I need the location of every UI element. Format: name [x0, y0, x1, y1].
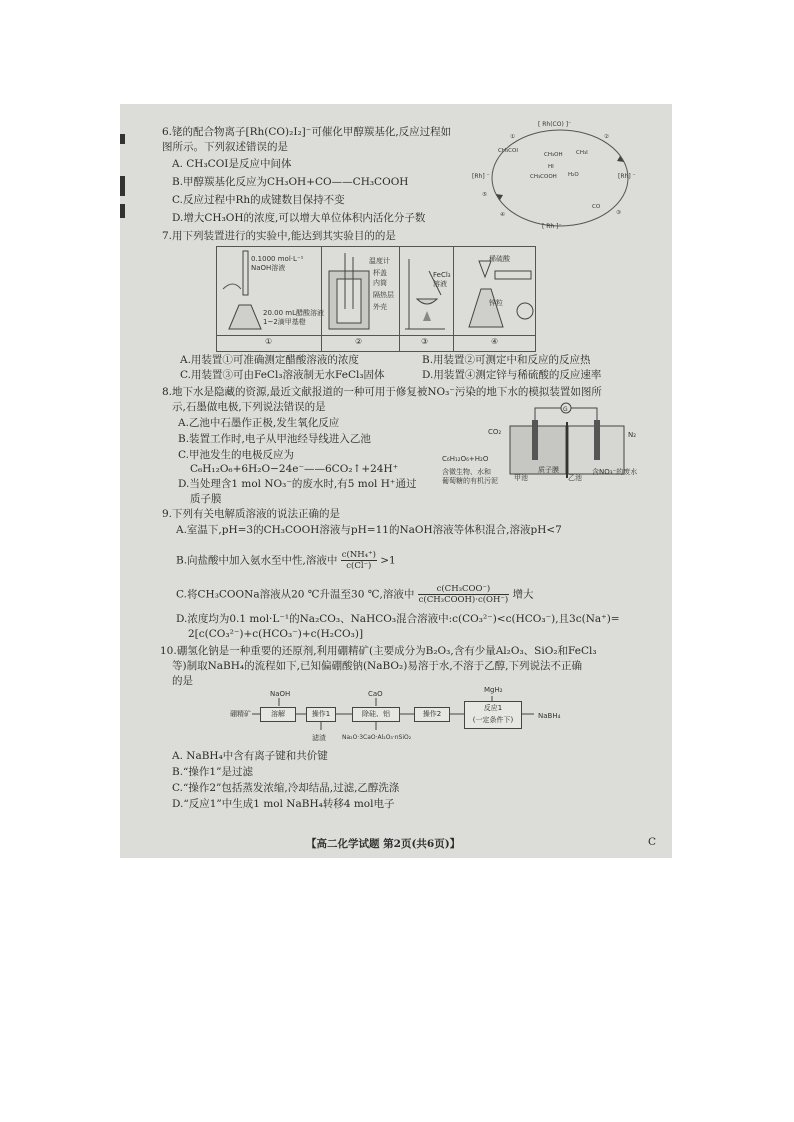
cycle-ring — [492, 130, 628, 226]
app3-label: FeCl₃ — [433, 271, 451, 279]
q10-option-b: B.“操作1”是过滤 — [172, 766, 253, 778]
flow-input: NaOH — [270, 690, 291, 698]
flow-step-operation-1: 操作1 — [306, 707, 336, 722]
cell-label: 甲池 — [514, 474, 528, 482]
rh-complex-bottom: [ Rh ]⁻ — [542, 223, 562, 230]
cell-label: N₂ — [628, 431, 637, 439]
evaporation-apparatus — [401, 249, 453, 333]
rh-complex-right: [Rh] ⁻ — [618, 173, 636, 180]
alcohol-lamp — [423, 311, 431, 321]
app4-label: 稀硫酸 — [489, 255, 510, 263]
cell-label: 葡萄糖的有机污泥 — [442, 477, 498, 485]
apparatus-number: ② — [355, 337, 363, 346]
graphite-electrode — [594, 420, 600, 460]
galvanometer-label: G — [563, 406, 568, 413]
app2-label: 内筒 — [373, 279, 387, 287]
cell-label: CO₂ — [488, 428, 502, 436]
evaporating-dish — [417, 299, 437, 304]
cycle-step: ① — [510, 134, 515, 140]
app2-label: 外壳 — [373, 303, 387, 311]
q7-stem: 7.用下列装置进行的实验中,能达到其实验目的的是 — [162, 230, 396, 242]
cell-label: 含微生物、水和 — [442, 468, 491, 476]
q6-option-b: B.甲醇羰基化反应为CH₃OH+CO——CH₃COOH — [172, 176, 409, 188]
q9-option-d: D.浓度均为0.1 mol·L⁻¹的Na₂CO₃、NaHCO₃混合溶液中:c(CO₃²⁻)<c(HCO₃⁻),且3c(Na⁺)= — [176, 613, 620, 625]
cell-label: C₆H₁₂O₆+H₂O — [442, 455, 489, 463]
q10-option-d: D.“反应1”中生成1 mol NaBH₄转移4 mol电子 — [172, 798, 395, 810]
flow-input: CaO — [368, 690, 383, 698]
apparatus-number: ④ — [491, 337, 499, 346]
q9-option-b — [176, 550, 396, 571]
app1-label: 20.00 mL醋酸溶液 — [263, 309, 324, 317]
cell-label: 乙池 — [568, 474, 582, 482]
q7-option-c: C.用装置③可由FeCl₃溶液制无水FeCl₃固体 — [180, 369, 385, 381]
flask — [469, 289, 503, 327]
q7-option-b: B.用装置②可测定中和反应的反应热 — [422, 354, 591, 366]
q9-option-a: A.室温下,pH=3的CH₃COOH溶液与pH=11的NaOH溶液等体积混合,溶液pH<7 — [176, 524, 562, 536]
q7-option-d: D.用装置④测定锌与稀硫酸的反应速率 — [422, 369, 602, 381]
hand-icon — [223, 284, 241, 289]
q8-option-d-cont: 质子膜 — [190, 493, 222, 505]
app2-label: 隔热层 — [373, 291, 394, 299]
catalytic-cycle-diagram — [470, 116, 650, 236]
rh-complex-top: [ Rh(CO) ]⁻ — [538, 121, 572, 128]
q8-stem: 8.地下水是隐藏的资源,最近文献报道的一种可用于修复被NO₃⁻污染的地下水的模拟装置如图所 — [162, 386, 602, 398]
inner-cup — [337, 279, 361, 323]
fraction-denominator: c(CH₃COOH)·c(OH⁻) — [418, 595, 509, 605]
cycle-label: CH₃COOH — [530, 174, 557, 180]
q8-stem-cont: 示,石墨做电极,下列说法错误的是 — [172, 401, 326, 413]
cycle-label: H₂O — [568, 172, 579, 178]
q6-option-c: C.反应过程中Rh的成键数目保持不变 — [172, 194, 345, 206]
flow-output: NaBH₄ — [538, 712, 561, 720]
fraction — [341, 550, 377, 571]
cycle-step: ③ — [616, 210, 621, 216]
q9-option-b-tail: >1 — [380, 554, 396, 567]
apparatus-number: ① — [265, 337, 273, 346]
flow-step-condition: (一定条件下) — [472, 716, 514, 724]
app2-label: 杯盖 — [373, 269, 387, 277]
q6-stem-cont: 图所示。下列叙述错误的是 — [162, 141, 288, 153]
app4-label: 锌粒 — [489, 299, 503, 307]
binding-mark — [120, 134, 125, 144]
binding-mark — [120, 204, 125, 218]
cycle-label: CO — [592, 204, 601, 210]
cycle-label: CH₃COI — [498, 148, 518, 154]
exam-page — [120, 104, 672, 858]
q6-option-d: D.增大CH₃OH的浓度,可以增大单位体积内活化分子数 — [172, 212, 426, 224]
q8-option-b: B.装置工作时,电子从甲池经导线进入乙池 — [178, 433, 371, 445]
flow-input: MgH₂ — [484, 686, 503, 694]
cycle-step: ④ — [500, 212, 505, 218]
flow-step-dissolve: 溶解 — [260, 707, 296, 722]
fraction-numerator: c(NH₄⁺) — [341, 550, 376, 560]
fraction-numerator: c(CH₃COO⁻) — [418, 584, 510, 595]
flow-output: 滤渣 — [312, 734, 326, 742]
flow-step-operation-2: 操作2 — [414, 707, 450, 722]
app2-label: 温度计 — [369, 257, 390, 265]
q9-option-d-cont: 2[c(CO₃²⁻)+c(HCO₃⁻)+c(H₂CO₃)] — [188, 628, 364, 640]
q7-option-a: A.用装置①可准确测定醋酸溶液的浓度 — [180, 354, 359, 366]
conical-flask — [229, 305, 261, 329]
q6-stem: 6.铑的配合物离子[Rh(CO)₂I₂]⁻可催化甲醇羰基化,反应过程如 — [162, 126, 452, 138]
q8-option-c: C.甲池发生的电极反应为 — [178, 449, 294, 461]
app3-label: 溶液 — [433, 280, 447, 288]
q8-option-c-equation: C₆H₁₂O₆+6H₂O−24e⁻——6CO₂↑+24H⁺ — [190, 463, 399, 475]
stopwatch-icon — [517, 303, 533, 319]
app1-label: 0.1000 mol·L⁻¹ — [251, 255, 304, 263]
q8-option-d: D.当处理含1 mol NO₃⁻的废水时,有5 mol H⁺通过 — [178, 478, 417, 490]
q10-option-a: A. NaBH₄中含有离子键和共价键 — [172, 750, 328, 762]
flow-step-label: 反应1 — [483, 704, 503, 712]
fraction — [418, 584, 510, 605]
q9-stem: 9.下列有关电解质溶液的说法正确的是 — [162, 508, 341, 520]
flow-output: Na₂O·3CaO·Al₂O₃·nSiO₂ — [342, 734, 412, 741]
q9-option-c-text: C.将CH₃COONa溶液从20 ℃升温至30 ℃,溶液中 — [176, 588, 415, 601]
q10-option-c: C.“操作2”包括蒸发浓缩,冷却结晶,过滤,乙醇洗涤 — [172, 782, 400, 794]
page-footer: 【高二化学试题 第2页(共6页)】 — [306, 838, 461, 850]
flow-step-reaction-1 — [464, 701, 522, 729]
flow-start: 硼精矿 — [230, 710, 251, 718]
q9-option-c — [176, 584, 534, 605]
app1-label: NaOH溶液 — [251, 264, 286, 272]
cycle-label: CH₃OH — [544, 152, 563, 158]
syringe — [495, 271, 531, 279]
burette — [243, 251, 248, 295]
q10-stem: 10.硼氢化钠是一种重要的还原剂,利用硼精矿(主要成分为B₂O₃,含有少量Al₂O₃、SiO₂和FeCl₃ — [160, 645, 597, 657]
binding-mark — [120, 176, 125, 196]
cell-label: 质子膜 — [538, 466, 559, 474]
q6-option-a: A. CH₃COI是反应中间体 — [172, 158, 292, 170]
cycle-step: ⑤ — [482, 192, 487, 198]
cycle-step: ② — [604, 134, 609, 140]
app1-label: 1~2滴甲基橙 — [263, 318, 306, 326]
fraction-denominator: c(Cl⁻) — [346, 561, 372, 571]
q8-option-a: A.乙池中石墨作正极,发生氧化反应 — [178, 417, 340, 429]
cycle-label: HI — [548, 164, 554, 170]
flow-step-remove-si-al: 除硅、铝 — [352, 707, 400, 722]
cycle-label: CH₃I — [576, 150, 588, 156]
paper-version-code: C — [648, 836, 657, 848]
q10-stem-cont: 的是 — [172, 675, 193, 687]
apparatus-number: ③ — [421, 337, 429, 346]
rh-complex-left: [Rh] ⁻ — [472, 173, 490, 180]
graphite-electrode — [532, 420, 538, 460]
cell-label: 含NO₃⁻的废水 — [592, 468, 638, 476]
apparatus-table — [216, 246, 536, 352]
separatory-funnel — [479, 261, 491, 277]
q9-option-b-text: B.向盐酸中加入氨水至中性,溶液中 — [176, 554, 338, 567]
q10-stem-cont: 等)制取NaBH₄的流程如下,已知偏硼酸钠(NaBO₂)易溶于水,不溶于乙醇,下列说法不正确 — [172, 660, 583, 672]
q9-option-c-tail: 增大 — [512, 588, 534, 601]
